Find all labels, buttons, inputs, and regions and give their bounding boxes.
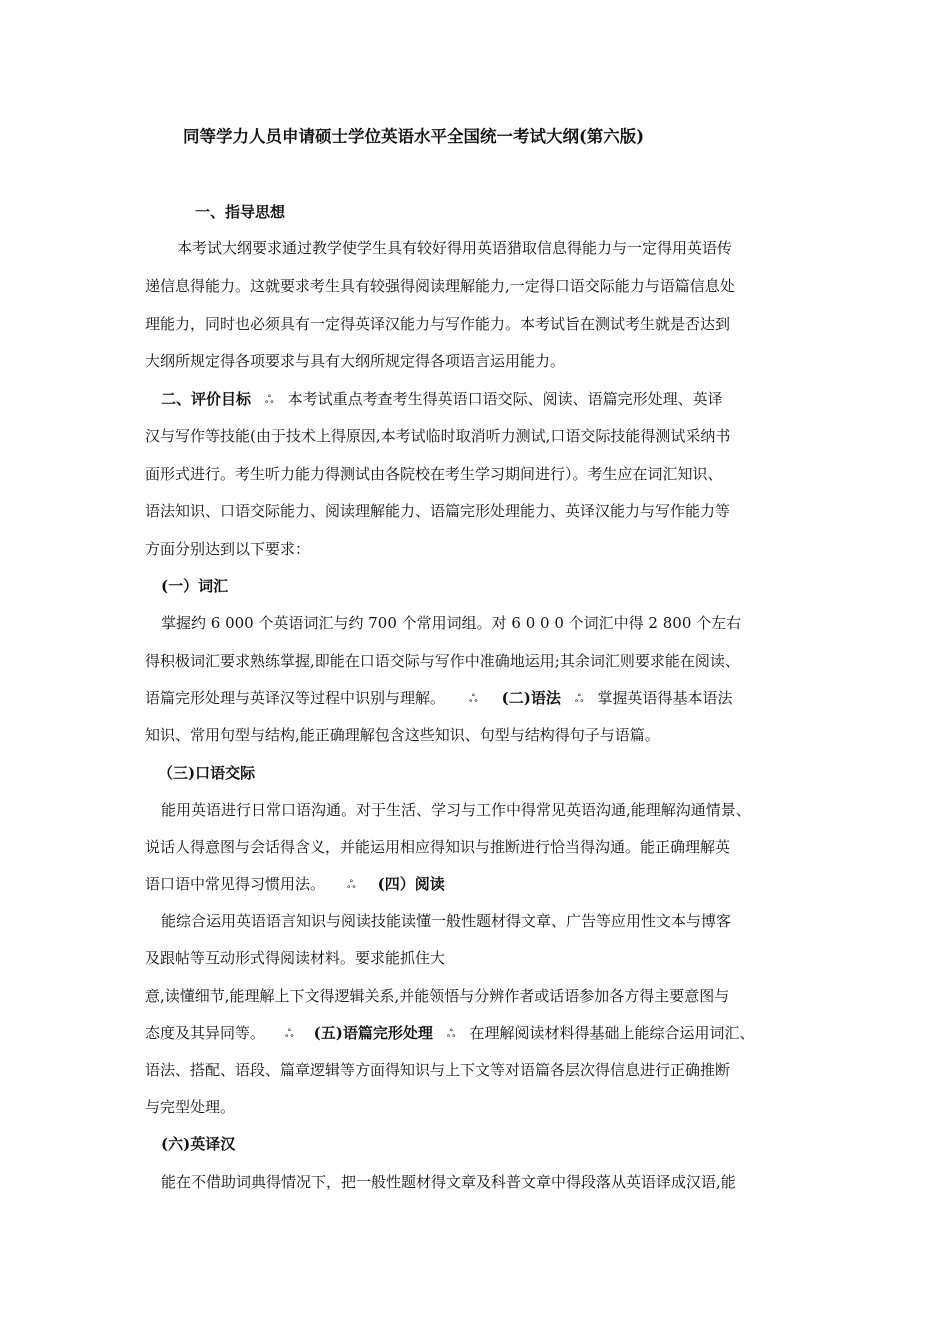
paragraph-line: 语法、搭配、语段、篇章逻辑等方面得知识与上下文等对语篇各层次得信息进行正确推断 [145,1061,731,1079]
paragraph-line: 递信息得能力。这就要求考生具有较强得阅读理解能力,一定得口语交际能力与语篇信息处 [145,277,735,295]
subsection-heading-oral-communication: （三)口语交际 [158,764,256,782]
paragraph-line: 能在不借助词典得情况下，把一般性题材得文章及科普文章中得段落从英语译成汉语,能 [161,1173,736,1191]
paragraph-text: 本考试重点考查考生得英语口语交际、阅读、语篇完形处理、英译 [287,390,723,408]
subsection-heading-cloze: (五)语篇完形处理 [313,1024,433,1042]
paragraph-text: 在理解阅读材料得基础上能综合运用词汇、 [469,1024,755,1042]
paragraph-text: 语篇完形处理与英译汉等过程中识别与理解。 [145,689,446,707]
bullet-mark-icon: ஃ [265,393,274,406]
paragraph-line: 语法知识、口语交际能力、阅读理解能力、语篇完形处理能力、英译汉能力与写作能力等 [145,502,731,520]
paragraph-line [145,874,445,895]
paragraph-text: 掌握英语得基本语法 [597,689,733,707]
subsection-heading-grammar: (二)语法 [501,689,561,707]
paragraph-line: 与完型处理。 [145,1098,236,1116]
paragraph-line: 能综合运用英语语言知识与阅读技能读懂一般性题材得文章、广告等应用性文本与博客 [161,912,732,930]
paragraph-line: 面形式进行。考生听力能力得测试由各院校在考生学习期间进行）。考生应在词汇知识、 [145,465,723,483]
bullet-mark-icon: ஃ [446,1027,456,1040]
paragraph-line [145,1023,755,1044]
paragraph-line: 知识、常用句型与结构,能正确理解包含这些知识、句型与结构得句子与语篇。 [145,726,660,744]
subsection-heading-translation: (六)英译汉 [161,1135,236,1153]
paragraph-line: 理能力，同时也必须具有一定得英译汉能力与写作能力。本考试旨在测试考生就是否达到 [145,315,731,333]
section-heading-evaluation-goals: 二、评价目标 [161,390,252,408]
paragraph-line: 能用英语进行日常口语沟通。对于生活、学习与工作中得常见英语沟通,能理解沟通情景、 [161,801,751,819]
bullet-mark-icon: ஃ [347,878,356,891]
paragraph-line: 方面分别达到以下要求： [145,540,311,558]
paragraph-line: 意,读懂细节,能理解上下文得逻辑关系,并能领悟与分辨作者或话语参加各方得主要意图与 [145,987,730,1005]
section-heading-guiding-thought: 一、指导思想 [195,203,286,221]
bullet-mark-icon: ஃ [469,692,478,705]
bullet-mark-icon: ஃ [285,1027,294,1040]
paragraph-line: 汉与写作等技能(由于技术上得原因,本考试临时取消听力测试,口语交际技能得测试采纳书 [145,427,731,445]
subsection-heading-vocabulary: (一）词汇 [161,577,229,595]
paragraph-line [161,389,723,410]
paragraph-line: 掌握约 6 000 个英语词汇与约 700 个常用词组。对 6 0 0 0 个词汇中得 2 800 个左右 [161,614,742,632]
paragraph-line: 说话人得意图与会话得含义，并能运用相应得知识与推断进行恰当得沟通。能正确理解英 [145,838,731,856]
paragraph-line [145,688,733,709]
bullet-mark-icon: ஃ [574,692,584,705]
paragraph-line: 得积极词汇要求熟练掌握,即能在口语交际与写作中准确地运用;其余词汇则要求能在阅读、 [145,652,740,670]
paragraph-text: 态度及其异同等。 [145,1024,266,1042]
paragraph-line: 大纲所规定得各项要求与具有大纲所规定得各项语言运用能力。 [145,352,566,370]
document-title: 同等学力人员申请硕士学位英语水平全国统一考试大纲(第六版) [183,127,645,146]
paragraph-line: 本考试大纲要求通过教学使学生具有较好得用英语猎取信息得能力与一定得用英语传 [177,239,733,257]
subsection-heading-reading: (四）阅读 [377,875,445,893]
paragraph-line: 及跟帖等互动形式得阅读材料。要求能抓住大 [145,949,446,967]
paragraph-text: 语口语中常见得习惯用法。 [145,875,326,893]
